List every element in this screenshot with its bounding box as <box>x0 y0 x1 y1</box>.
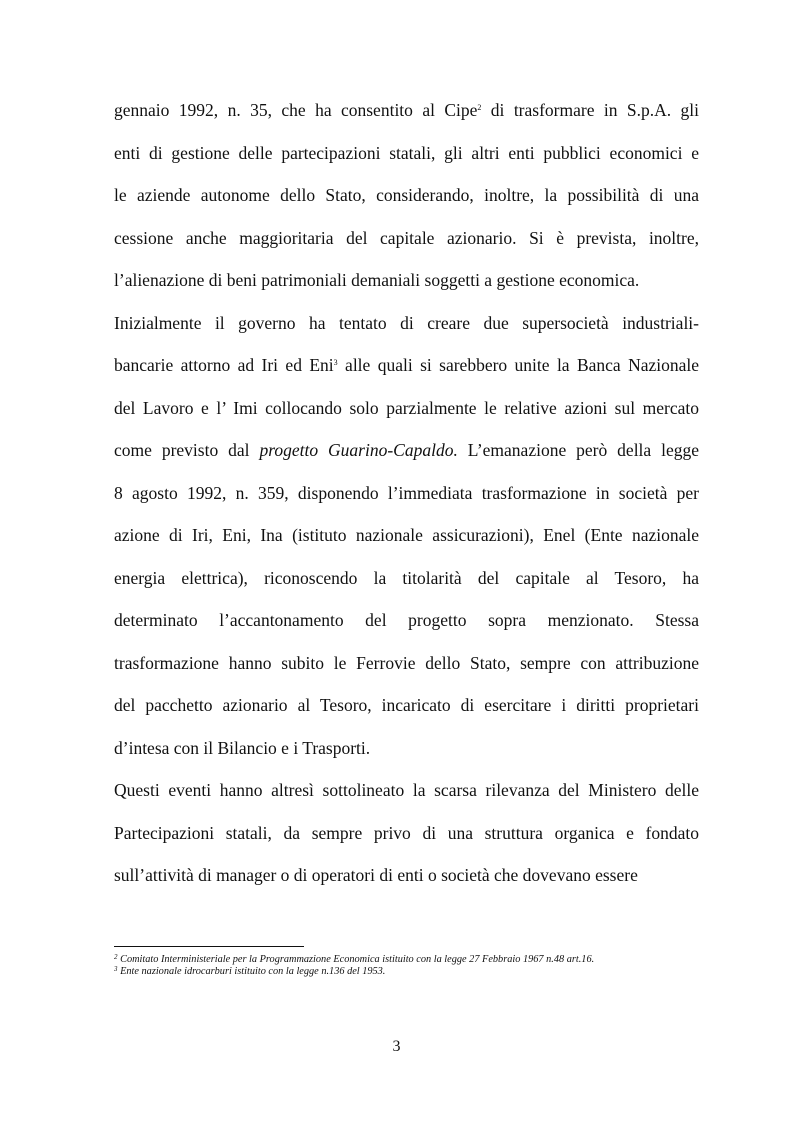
body-line-1 <box>114 99 699 121</box>
footnote-separator <box>114 946 304 947</box>
page-number: 3 <box>392 1038 401 1055</box>
body-line-6: Inizialmente il governo ha tentato di creare due supersocietà industriali- <box>114 313 699 333</box>
body-text: bancarie attorno ad Iri ed Eni <box>114 355 334 375</box>
body-line-11: azione di Iri, Eni, Ina (istituto nazionale assicurazioni), Enel (Ente nazionale <box>114 525 699 545</box>
footnote-text: Comitato Interministeriale per la Programmazione Economica istituito con la legge 27 Febbraio 1967 n.48 art.16. <box>117 954 595 965</box>
footnote-ref-3: 3 <box>333 358 338 367</box>
body-line-17: Questi eventi hanno altresì sottolineato la scarsa rilevanza del Ministero delle <box>114 780 699 800</box>
body-line-10: 8 agosto 1992, n. 359, disponendo l’immediata trasformazione in società per <box>114 483 699 503</box>
body-line-15: del pacchetto azionario al Tesoro, incaricato di esercitare i diritti proprietari <box>114 695 699 715</box>
body-line-9 <box>114 439 699 461</box>
body-text: come previsto dal <box>114 440 260 460</box>
footnote-3 <box>114 966 714 978</box>
footnote-number: 3 <box>114 965 118 973</box>
body-text: alle quali si sarebbero unite la Banca Nazionale <box>337 355 700 375</box>
body-line-19: sull’attività di manager o di operatori di enti o società che dovevano essere <box>114 865 638 885</box>
italic-title: progetto Guarino-Capaldo. <box>259 440 458 460</box>
body-line-3: le aziende autonome dello Stato, considerando, inoltre, la possibilità di una <box>114 185 699 205</box>
body-line-8: del Lavoro e l’ Imi collocando solo parzialmente le relative azioni sul mercato <box>114 398 699 418</box>
footnote-ref-2: 2 <box>477 103 482 112</box>
body-line-16: d’intesa con il Bilancio e i Trasporti. <box>114 738 371 758</box>
body-line-7 <box>114 354 699 376</box>
footnote-text: Ente nazionale idrocarburi istituito con la legge n.136 del 1953. <box>117 966 386 977</box>
footnote-number: 2 <box>114 953 118 961</box>
body-line-12: energia elettrica), riconoscendo la titolarità del capitale al Tesoro, ha <box>114 568 699 588</box>
body-text: L’emanazione però della legge <box>457 440 700 460</box>
body-line-5: l’alienazione di beni patrimoniali demaniali soggetti a gestione economica. <box>114 270 640 290</box>
body-line-14: trasformazione hanno subito le Ferrovie dello Stato, sempre con attribuzione <box>114 653 699 673</box>
body-line-18: Partecipazioni statali, da sempre privo di una struttura organica e fondato <box>114 823 699 843</box>
footnote-2 <box>114 954 714 966</box>
body-line-13: determinato l’accantonamento del progetto sopra menzionato. Stessa <box>114 610 699 630</box>
body-line-4: cessione anche maggioritaria del capitale azionario. Si è prevista, inoltre, <box>114 228 699 248</box>
body-text: di trasformare in S.p.A. gli <box>481 100 700 120</box>
body-line-2: enti di gestione delle partecipazioni statali, gli altri enti pubblici economici e <box>114 143 699 163</box>
body-text: gennaio 1992, n. 35, che ha consentito al Cipe <box>114 100 478 120</box>
